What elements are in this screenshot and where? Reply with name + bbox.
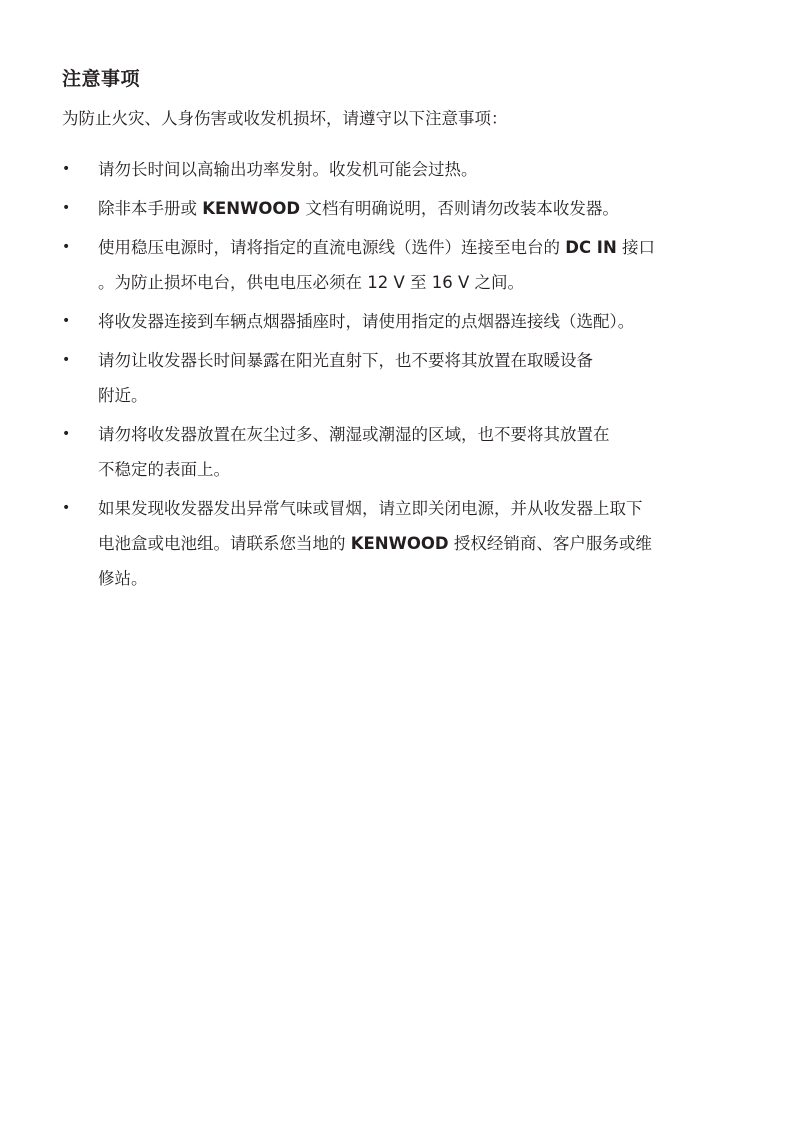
- item-text-part: 电池盒或电池组。请联系您当地的: [98, 534, 351, 553]
- brand-name: KENWOOD: [350, 534, 449, 553]
- intro-text: 为防止火灾、人身伤害或收发机损坏，请遵守以下注意事项：: [62, 109, 508, 128]
- item-text: 如果发现收发器发出异常气味或冒烟，请立即关闭电源，并从收发器上取下: [98, 499, 643, 518]
- item-text: 请勿将收发器放置在灰尘过多、潮湿或潮湿的区域，也不要将其放置在: [98, 425, 610, 444]
- list-item: [62, 230, 742, 300]
- item-text: 请勿长时间以高输出功率发射。收发机可能会过热。: [98, 160, 478, 179]
- bullet-icon: •: [62, 161, 71, 177]
- item-text-continued: [98, 526, 742, 561]
- precautions-list: [62, 152, 742, 600]
- item-text-continued: 。为防止损坏电台，供电电压必须在 12 V 至 16 V 之间。: [98, 273, 525, 292]
- list-item: [62, 343, 742, 413]
- list-item: [62, 304, 742, 339]
- item-text-part: 授权经销商、客户服务或维: [448, 534, 652, 553]
- list-item: [62, 191, 742, 226]
- item-text-continued: 附近。: [98, 386, 148, 405]
- item-text: 将收发器连接到车辆点烟器插座时，请使用指定的点烟器连接线（选配）。: [98, 312, 635, 331]
- list-item: [62, 417, 742, 487]
- section-title: 注意事项: [62, 68, 141, 90]
- bullet-icon: •: [62, 426, 71, 442]
- bullet-icon: •: [62, 352, 71, 368]
- item-text-part: 除非本手册或: [98, 199, 203, 218]
- bullet-icon: •: [62, 313, 71, 329]
- item-text-part: 使用稳压电源时，请将指定的直流电源线（选件）连接至电台的: [98, 238, 566, 257]
- item-text-continued: 不稳定的表面上。: [98, 460, 230, 479]
- list-item: [62, 491, 742, 596]
- brand-name: KENWOOD: [202, 199, 301, 218]
- item-text: [98, 191, 742, 226]
- item-text-part: 接口: [616, 238, 655, 257]
- item-text-continued: 修站。: [98, 569, 148, 588]
- connector-name: DC IN: [565, 238, 617, 257]
- bullet-icon: •: [62, 200, 71, 216]
- item-text-part: 文档有明确说明，否则请勿改装本收发器。: [300, 199, 619, 218]
- list-item: [62, 152, 742, 187]
- bullet-icon: •: [62, 239, 71, 255]
- bullet-icon: •: [62, 500, 71, 516]
- item-text: 请勿让收发器长时间暴露在阳光直射下，也不要将其放置在取暖设备: [98, 351, 593, 370]
- item-text: [98, 230, 742, 265]
